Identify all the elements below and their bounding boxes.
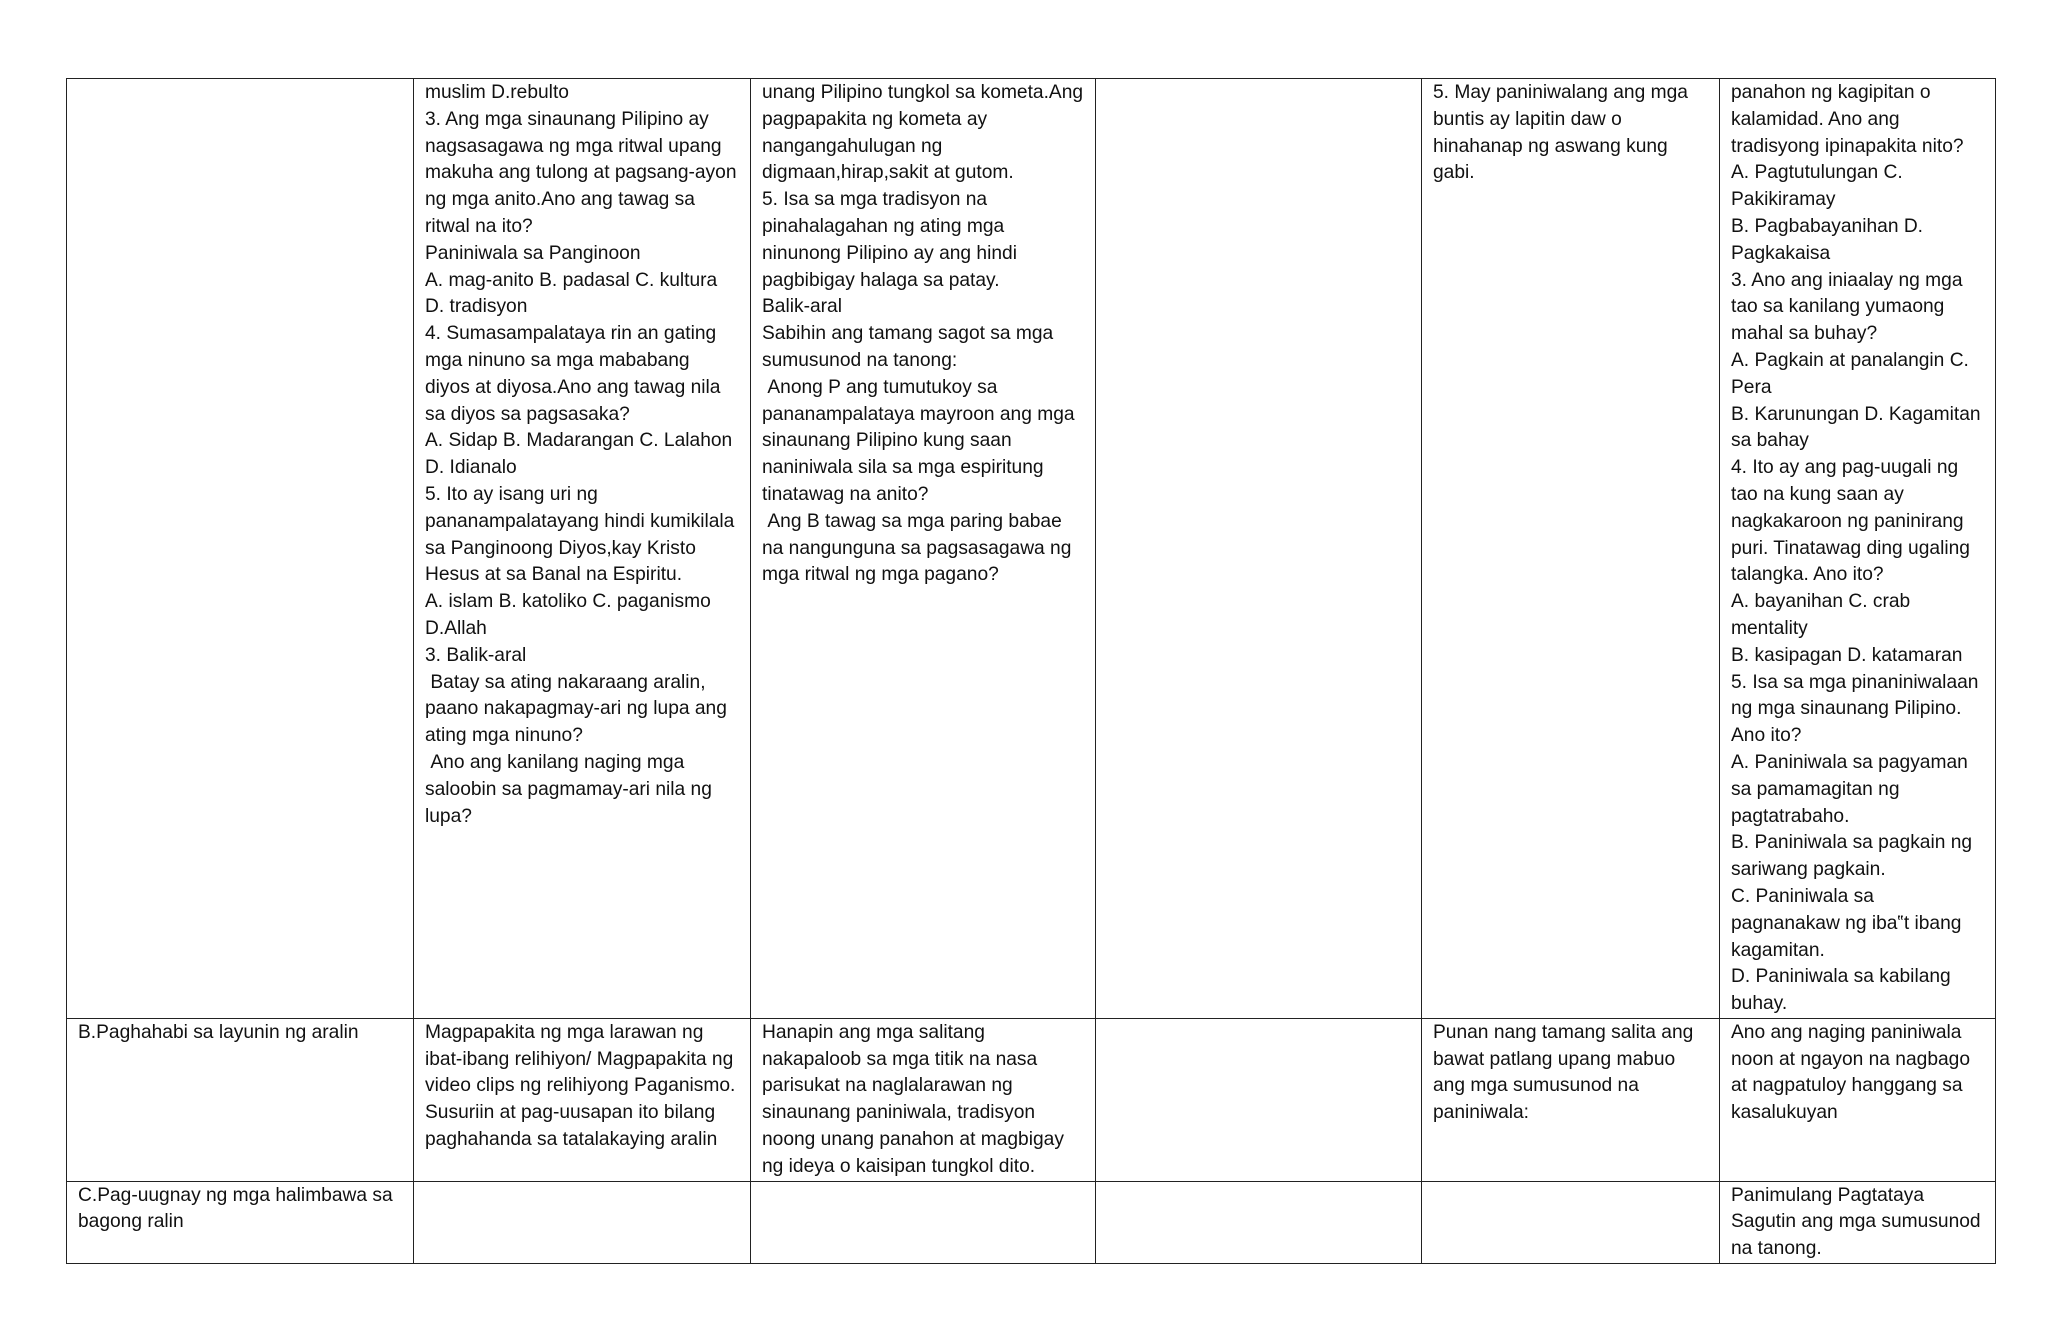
table-row [67, 79, 1996, 1019]
row-label-cell [67, 79, 414, 1019]
day5-cell: Panimulang Pagtataya Sagutin ang mga sumusunod na tanong. [1720, 1181, 1996, 1263]
row-label-cell: B.Paghahabi sa layunin ng aralin [67, 1018, 414, 1181]
day4-cell: Punan nang tamang salita ang bawat patlang upang mabuo ang mga sumusunod na paniniwala: [1422, 1018, 1720, 1181]
table-row [67, 1018, 1996, 1181]
table-row [67, 1181, 1996, 1263]
day1-cell: muslim D.rebulto 3. Ang mga sinaunang Pilipino ay nagsasagawa ng mga ritwal upang makuha ang tulong at pagsang-ayon ng mga anito.Ano ang tawag sa ritwal na ito? Paniniwala sa Panginoon A. mag-anito B. padasal C. kultura D. tradisyon 4. Sumasampalataya rin an gating mga ninuno sa mga mababang diyos at diyosa.Ano ang tawag nila sa diyos sa pagsasaka? A. Sidap B. Madarangan C. Lalahon D. Idianalo 5. Ito ay isang uri ng pananampalatayang hindi kumikilala sa Panginoong Diyos,kay Kristo Hesus at sa Banal na Espiritu. A. islam B. katoliko C. paganismo D.Allah 3. Balik-aral Batay sa ating nakaraang aralin, paano nakapagmay-ari ng lupa ang ating mga ninuno? Ano ang kanilang naging mga saloobin sa pagmamay-ari nila ng lupa? [414, 79, 751, 1019]
day2-cell: Hanapin ang mga salitang nakapaloob sa mga titik na nasa parisukat na naglalarawan ng sinaunang paniniwala, tradisyon noong unang panahon at magbigay ng ideya o kaisipan tungkol dito. [751, 1018, 1096, 1181]
day3-cell [1096, 1181, 1422, 1263]
day3-cell [1096, 1018, 1422, 1181]
day1-cell [414, 1181, 751, 1263]
lesson-plan-table [66, 78, 1996, 1264]
row-label-cell: C.Pag-uugnay ng mga halimbawa sa bagong ralin [67, 1181, 414, 1263]
day2-cell [751, 1181, 1096, 1263]
day2-cell: unang Pilipino tungkol sa kometa.Ang pagpapakita ng kometa ay nangangahulugan ng digmaan,hirap,sakit at gutom. 5. Isa sa mga tradisyon na pinahalagahan ng ating mga ninunong Pilipino ay ang hindi pagbibigay halaga sa patay. Balik-aral Sabihin ang tamang sagot sa mga sumusunod na tanong: Anong P ang tumutukoy sa pananampalataya mayroon ang mga sinaunang Pilipino kung saan naniniwala sila sa mga espiritung tinatawag na anito? Ang B tawag sa mga paring babae na nangunguna sa pagsasagawa ng mga ritwal ng mga pagano? [751, 79, 1096, 1019]
day3-cell [1096, 79, 1422, 1019]
day5-cell: Ano ang naging paniniwala noon at ngayon na nagbago at nagpatuloy hanggang sa kasalukuyan [1720, 1018, 1996, 1181]
day4-cell: 5. May paniniwalang ang mga buntis ay lapitin daw o hinahanap ng aswang kung gabi. [1422, 79, 1720, 1019]
day5-cell: panahon ng kagipitan o kalamidad. Ano ang tradisyong ipinapakita nito? A. Pagtutulungan C. Pakikiramay B. Pagbabayanihan D. Pagkakaisa 3. Ano ang iniaalay ng mga tao sa kanilang yumaong mahal sa buhay? A. Pagkain at panalangin C. Pera B. Karunungan D. Kagamitan sa bahay 4. Ito ay ang pag-uugali ng tao na kung saan ay nagkakaroon ng paninirang puri. Tinatawag ding ugaling talangka. Ano ito? A. bayanihan C. crab mentality B. kasipagan D. katamaran 5. Isa sa mga pinaniniwalaan ng mga sinaunang Pilipino. Ano ito? A. Paniniwala sa pagyaman sa pamamagitan ng pagtatrabaho. B. Paniniwala sa pagkain ng sariwang pagkain. C. Paniniwala sa pagnanakaw ng iba‟t ibang kagamitan. D. Paniniwala sa kabilang buhay. [1720, 79, 1996, 1019]
day4-cell [1422, 1181, 1720, 1263]
day1-cell: Magpapakita ng mga larawan ng ibat-ibang relihiyon/ Magpapakita ng video clips ng relihiyong Paganismo. Susuriin at pag-uusapan ito bilang paghahanda sa tatalakaying aralin [414, 1018, 751, 1181]
